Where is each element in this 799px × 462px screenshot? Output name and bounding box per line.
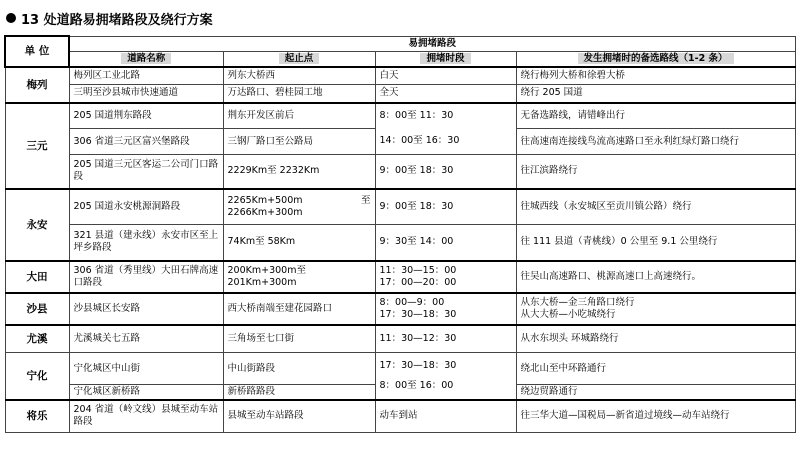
table-row <box>5 325 795 353</box>
detour-cell: 往高速南连接线鸟流高速路口至永利红绿灯路口绕行 <box>516 129 795 155</box>
header-start-end <box>223 51 375 67</box>
start-end-cell: 三角场至七口街 <box>223 325 375 353</box>
road-cell: 三明至沙县城市快速通道 <box>69 85 223 103</box>
road-cell: 306 省道三元区富兴堡路段 <box>69 129 223 155</box>
time-cell <box>375 293 516 325</box>
table-row <box>5 353 795 385</box>
detour-cell: 绕行 205 国道 <box>516 85 795 103</box>
header-detour <box>516 51 795 67</box>
detour-cell: 绕北山至中环路通行 <box>516 353 795 385</box>
road-cell: 306 省道（秀里线）大田石牌高速口路段 <box>69 261 223 293</box>
title-text: 13 处道路易拥堵路段及绕行方案 <box>21 12 213 28</box>
start-end-cell: 万达路口、碧桂园工地 <box>223 85 375 103</box>
header-unit: 单 位 <box>5 36 69 67</box>
table-row <box>5 85 795 103</box>
header-road <box>69 51 223 67</box>
time-cell: 9：30至 14：00 <box>375 225 516 261</box>
unit-yongan: 永安 <box>5 189 69 261</box>
time-line-b: 17：00—20：00 <box>379 276 457 288</box>
header-detour-text: 发生拥堵时的备选路线（1-2 条） <box>578 53 734 64</box>
time-line-a: 8：00—9：00 <box>379 296 445 308</box>
time-line-b: 8：00至 16：00 <box>379 380 454 391</box>
header-road-text: 道路名称 <box>121 53 171 64</box>
start-end-cell: 县城至动车站路段 <box>223 400 375 432</box>
road-cell: 205 国道荆东路段 <box>69 103 223 129</box>
time-cell <box>375 103 516 155</box>
detour-line-a: 从东大桥—金三角路口绕行 <box>520 296 635 308</box>
time-cell: 11：30—12：30 <box>375 325 516 353</box>
header-start-end-text: 起止点 <box>279 53 320 64</box>
start-end-cell: 中山街路段 <box>223 353 375 385</box>
start-b: 至 <box>360 194 371 206</box>
start-c: 2266Km+300m <box>227 206 303 218</box>
detour-cell: 往城西线（永安城区至贡川镇公路）绕行 <box>516 189 795 225</box>
time-cell: 白天 <box>375 67 516 85</box>
detour-cell <box>516 293 795 325</box>
table-row <box>5 103 795 129</box>
start-line <box>228 195 371 207</box>
table-row <box>5 293 795 325</box>
detour-cell: 从水东坝头 环城路绕行 <box>516 325 795 353</box>
road-cell: 宁化城区中山街 <box>69 353 223 385</box>
unit-meilie: 梅列 <box>5 67 69 103</box>
table-row <box>5 67 795 85</box>
unit-sanyuan: 三元 <box>5 103 69 189</box>
road-cell: 205 国道三元区客运二公司门口路段 <box>69 155 223 189</box>
start-end-cell: 西大桥南端至建花园路口 <box>223 293 375 325</box>
time-line-b: 17：30—18：30 <box>379 308 457 320</box>
congestion-table <box>4 35 796 433</box>
time-cell: 9：00至 18：30 <box>375 189 516 225</box>
unit-ninghua: 宁化 <box>5 353 69 401</box>
start-end-cell: 74Km至 58Km <box>223 225 375 261</box>
page-title <box>6 8 213 28</box>
unit-youxi: 尤溪 <box>5 325 69 353</box>
detour-cell: 往 111 县道（青桃线）0 公里至 9.1 公里绕行 <box>516 225 795 261</box>
time-cell: 动车到站 <box>375 400 516 432</box>
time-line-a: 17：30—18：30 <box>379 360 457 371</box>
header-time <box>375 51 516 67</box>
time-line-a: 11：30—15：00 <box>379 264 457 276</box>
road-cell: 204 省道（岭文线）县城至动车站路段 <box>69 400 223 432</box>
unit-jiangle: 将乐 <box>5 400 69 432</box>
detour-cell: 往三华大道—国税局—新省道过境线—动车站绕行 <box>516 400 795 432</box>
start-end-cell <box>223 189 375 225</box>
table-row <box>5 225 795 261</box>
detour-cell: 无备选路线，请错峰出行 <box>516 103 795 129</box>
table-row <box>5 189 795 225</box>
road-cell: 321 县道（建永线）永安市区至上坪乡路段 <box>69 225 223 261</box>
road-cell: 梅列区工业北路 <box>69 67 223 85</box>
time-line-b: 14：00至 16：30 <box>379 135 460 147</box>
road-cell: 205 国道永安桃源洞路段 <box>69 189 223 225</box>
detour-line-b: 从大大桥—小吃城绕行 <box>520 308 616 320</box>
start-a: 2265Km+500m <box>227 194 303 206</box>
road-cell: 尤溪城关七五路 <box>69 325 223 353</box>
header-time-text: 拥堵时段 <box>420 53 470 64</box>
unit-shaxian: 沙县 <box>5 293 69 325</box>
start-end-cell: 2229Km至 2232Km <box>223 155 375 189</box>
detour-cell: 绕边贸路通行 <box>516 385 795 401</box>
time-cell <box>375 261 516 293</box>
detour-cell: 往江滨路绕行 <box>516 155 795 189</box>
table-row <box>5 155 795 189</box>
start-end-cell: 200Km+300m至 201Km+300m <box>223 261 375 293</box>
time-cell: 全天 <box>375 85 516 103</box>
detour-cell: 往吴山高速路口、桃源高速口上高速绕行。 <box>516 261 795 293</box>
time-line-a: 8：00至 11：30 <box>379 110 454 122</box>
time-cell: 9：00至 18：30 <box>375 155 516 189</box>
detour-cell: 绕行梅列大桥和徐碧大桥 <box>516 67 795 85</box>
start-end-cell: 新桥路路段 <box>223 385 375 401</box>
header-group: 易拥堵路段 <box>69 36 795 51</box>
road-cell: 宁化城区新桥路 <box>69 385 223 401</box>
table-row <box>5 400 795 432</box>
time-cell <box>375 353 516 401</box>
start-end-cell: 列东大桥西 <box>223 67 375 85</box>
road-cell: 沙县城区长安路 <box>69 293 223 325</box>
bullet-icon <box>6 13 16 23</box>
start-end-cell: 荆东开发区前后 <box>223 103 375 129</box>
table-row <box>5 261 795 293</box>
start-end-cell: 三钢厂路口至公路局 <box>223 129 375 155</box>
unit-datian: 大田 <box>5 261 69 293</box>
